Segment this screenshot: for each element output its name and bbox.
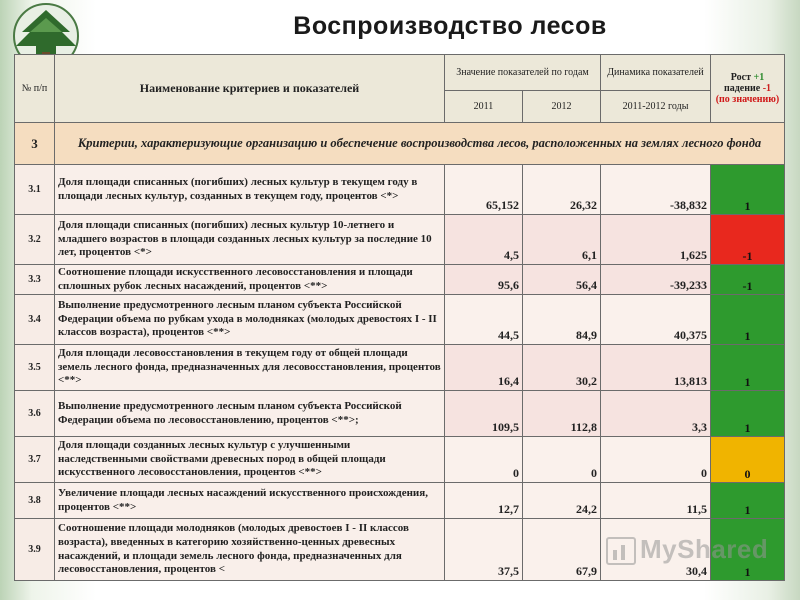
row-value-2011: 16,4 <box>445 345 523 391</box>
row-indicator: 1 <box>711 165 785 215</box>
row-value-2011: 4,5 <box>445 215 523 265</box>
row-dynamics: 3,3 <box>601 391 711 437</box>
row-num: 3.1 <box>15 165 55 215</box>
row-name: Увеличение площади лесных насаждений искусственного происхождения, процентов <**> <box>55 483 445 519</box>
table-body <box>15 165 785 581</box>
row-num: 3.8 <box>15 483 55 519</box>
row-value-2012: 30,2 <box>523 345 601 391</box>
watermark <box>606 534 768 565</box>
row-value-2012: 67,9 <box>523 519 601 581</box>
page-title: Воспроизводство лесов <box>293 12 607 40</box>
table-row <box>15 391 785 437</box>
row-num: 3.6 <box>15 391 55 437</box>
row-name: Соотношение площади молодняков (молодых древостоев I - II классов возраста), введенных в категорию хозяйственно-ценных древесных насаждений, и площади земель лесного фонда, предназначенных для лесовосстановления, процентов < <box>55 519 445 581</box>
table-row <box>15 437 785 483</box>
row-indicator: 1 <box>711 391 785 437</box>
row-value-2011: 65,152 <box>445 165 523 215</box>
row-indicator: 1 <box>711 295 785 345</box>
row-dynamics: 13,813 <box>601 345 711 391</box>
header-name: Наименование критериев и показателей <box>55 55 445 123</box>
row-value-2011: 12,7 <box>445 483 523 519</box>
row-indicator: 1 <box>711 519 785 581</box>
table-row <box>15 345 785 391</box>
row-indicator: -1 <box>711 265 785 295</box>
row-num: 3.7 <box>15 437 55 483</box>
section-text: Критерии, характеризующие организацию и обеспечение воспроизводства лесов, расположенных на землях лесного фонда <box>55 123 785 165</box>
growth-note: (по значению) <box>715 94 780 105</box>
row-value-2011: 37,5 <box>445 519 523 581</box>
row-value-2011: 0 <box>445 437 523 483</box>
row-dynamics: -39,233 <box>601 265 711 295</box>
row-indicator: -1 <box>711 215 785 265</box>
row-value-2011: 109,5 <box>445 391 523 437</box>
presentation-icon <box>606 537 636 565</box>
row-dynamics: 30,4 <box>601 519 711 581</box>
header-values: Значение показателей по годам <box>445 55 601 91</box>
header-num: № п/п <box>15 55 55 123</box>
row-name: Выполнение предусмотренного лесным планом субъекта Российской Федерации объема по лесовосстановлению, процентов <**>; <box>55 391 445 437</box>
row-dynamics: 0 <box>601 437 711 483</box>
row-value-2011: 95,6 <box>445 265 523 295</box>
growth-title: Рост <box>730 72 751 83</box>
header-growth <box>711 55 785 123</box>
row-indicator: 1 <box>711 345 785 391</box>
row-value-2011: 44,5 <box>445 295 523 345</box>
row-dynamics: -38,832 <box>601 165 711 215</box>
row-value-2012: 84,9 <box>523 295 601 345</box>
row-value-2012: 0 <box>523 437 601 483</box>
growth-fall: падение <box>723 83 761 94</box>
table-row <box>15 295 785 345</box>
section-num: 3 <box>15 123 55 165</box>
table-row <box>15 165 785 215</box>
row-num: 3.3 <box>15 265 55 295</box>
row-name: Доля площади списанных (погибших) лесных культур 10-летнего и младшего возрастов в площади созданных лесных культур за последние 10 лет, процентов <*> <box>55 215 445 265</box>
row-value-2012: 24,2 <box>523 483 601 519</box>
section-row <box>15 123 785 165</box>
row-indicator: 0 <box>711 437 785 483</box>
row-value-2012: 26,32 <box>523 165 601 215</box>
header-year-2011: 2011 <box>445 91 523 123</box>
row-name: Доля площади лесовосстановления в текущем году от общей площади земель лесного фонда, предназначенных для лесовосстановления, процентов <**> <box>55 345 445 391</box>
table-row <box>15 215 785 265</box>
row-dynamics: 1,625 <box>601 215 711 265</box>
row-dynamics: 11,5 <box>601 483 711 519</box>
row-num: 3.2 <box>15 215 55 265</box>
row-value-2012: 56,4 <box>523 265 601 295</box>
row-indicator: 1 <box>711 483 785 519</box>
growth-plus: +1 <box>753 72 765 83</box>
table-row <box>15 483 785 519</box>
row-dynamics: 40,375 <box>601 295 711 345</box>
row-name: Выполнение предусмотренного лесным планом субъекта Российской Федерации объема по рубкам ухода в молодняках (молодых древостоях I - II классов возраста), процентов <**> <box>55 295 445 345</box>
row-name: Соотношение площади искусственного лесовосстановления и площади сплошных рубок лесных насаждений, процентов <**> <box>55 265 445 295</box>
header-dynamics: Динамика показателей <box>601 55 711 91</box>
row-num: 3.4 <box>15 295 55 345</box>
row-value-2012: 112,8 <box>523 391 601 437</box>
row-name: Доля площади созданных лесных культур с улучшенными наследственными свойствами древесных пород в общей площади искусственного лесовосстановления, процентов <**> <box>55 437 445 483</box>
header-row-1 <box>15 55 785 91</box>
header-period: 2011-2012 годы <box>601 91 711 123</box>
forest-reproduction-table <box>14 54 785 581</box>
header-year-2012: 2012 <box>523 91 601 123</box>
row-value-2012: 6,1 <box>523 215 601 265</box>
table-row <box>15 265 785 295</box>
growth-minus: -1 <box>762 83 772 94</box>
row-name: Доля площади списанных (погибших) лесных культур в текущем году в площади лесных культур, созданных в текущем году, процентов <*> <box>55 165 445 215</box>
row-num: 3.5 <box>15 345 55 391</box>
watermark-text: MyShared <box>640 534 769 564</box>
row-num: 3.9 <box>15 519 55 581</box>
